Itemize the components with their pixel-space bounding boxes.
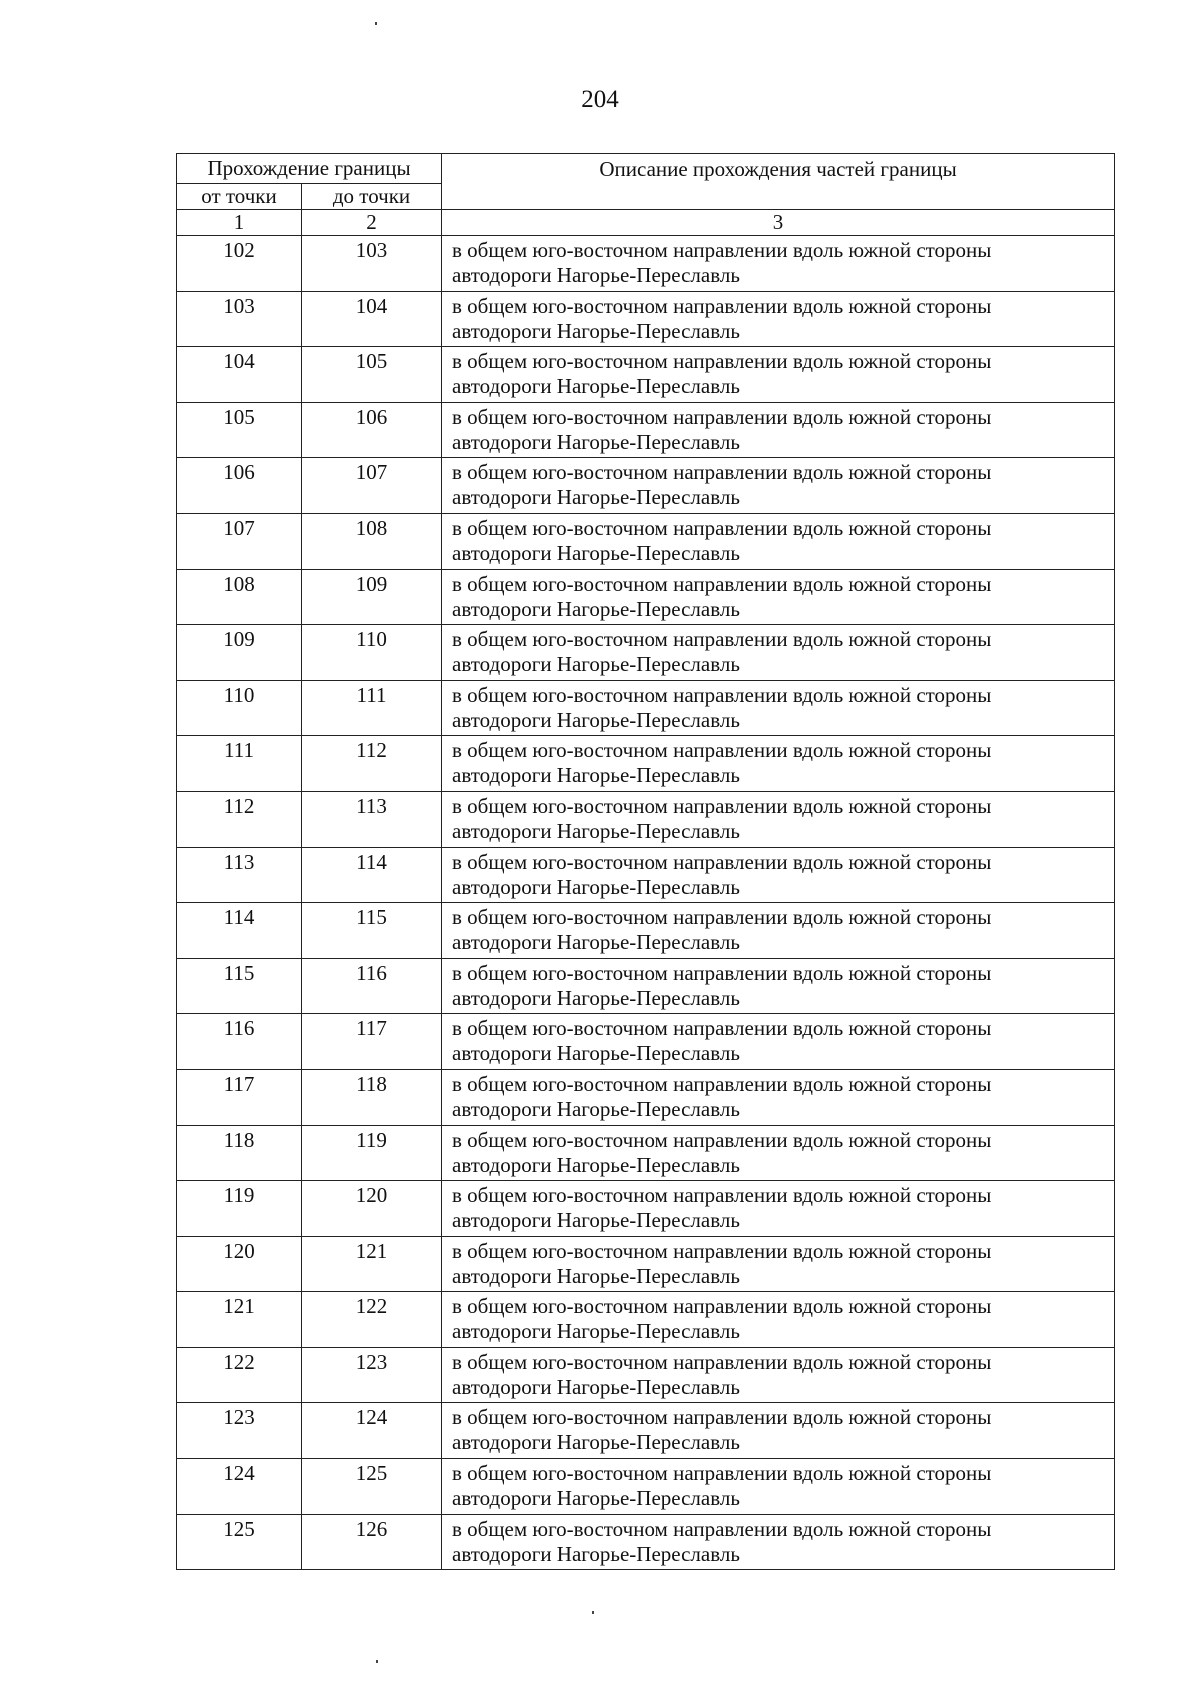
description-line-2: автодороги Нагорье-Переславль bbox=[452, 1041, 740, 1066]
description-line-2: автодороги Нагорье-Переславль bbox=[452, 1096, 740, 1121]
description-line-2: автодороги Нагорье-Переславль bbox=[452, 1152, 740, 1177]
description-line-1: в общем юго-восточном направлении вдоль южной стороны bbox=[452, 1461, 992, 1486]
header-boundary-passage: Прохождение границы bbox=[177, 154, 442, 184]
description-cell bbox=[442, 625, 1115, 681]
from-point-cell: 113 bbox=[177, 847, 302, 903]
description-cell bbox=[442, 347, 1115, 403]
description-cell bbox=[442, 1403, 1115, 1459]
table-row bbox=[177, 1292, 1115, 1348]
table-row bbox=[177, 458, 1115, 514]
description-line-1: в общем юго-восточном направлении вдоль южной стороны bbox=[452, 627, 992, 652]
to-point-cell: 124 bbox=[302, 1403, 442, 1459]
table-row bbox=[177, 236, 1115, 292]
from-point-cell: 112 bbox=[177, 791, 302, 847]
description-cell bbox=[442, 458, 1115, 514]
scan-speck bbox=[375, 22, 377, 25]
table-row bbox=[177, 1459, 1115, 1515]
description-cell bbox=[442, 1514, 1115, 1570]
table-row bbox=[177, 1347, 1115, 1403]
table-row bbox=[177, 625, 1115, 681]
description-line-1: в общем юго-восточном направлении вдоль южной стороны bbox=[452, 1016, 992, 1041]
description-line-2: автодороги Нагорье-Переславль bbox=[452, 930, 740, 955]
description-line-1: в общем юго-восточном направлении вдоль южной стороны bbox=[452, 515, 992, 540]
to-point-cell: 103 bbox=[302, 236, 442, 292]
description-cell bbox=[442, 1014, 1115, 1070]
description-cell bbox=[442, 1459, 1115, 1515]
description-line-2: автодороги Нагорье-Переславль bbox=[452, 707, 740, 732]
header-description: Описание прохождения частей границы bbox=[442, 154, 1115, 210]
description-line-1: в общем юго-восточном направлении вдоль южной стороны bbox=[452, 1516, 992, 1541]
from-point-cell: 120 bbox=[177, 1236, 302, 1292]
description-line-2: автодороги Нагорье-Переславль bbox=[452, 263, 740, 287]
from-point-cell: 117 bbox=[177, 1069, 302, 1125]
description-cell bbox=[442, 402, 1115, 458]
description-line-1: в общем юго-восточном направлении вдоль южной стороны bbox=[452, 1071, 992, 1096]
table-row bbox=[177, 791, 1115, 847]
from-point-cell: 118 bbox=[177, 1125, 302, 1181]
description-line-2: автодороги Нагорье-Переславль bbox=[452, 540, 740, 565]
table-row bbox=[177, 1514, 1115, 1570]
description-line-1: в общем юго-восточном направлении вдоль южной стороны bbox=[452, 460, 992, 485]
to-point-cell: 104 bbox=[302, 291, 442, 347]
description-line-1: в общем юго-восточном направлении вдоль южной стороны bbox=[452, 793, 992, 818]
table-row bbox=[177, 1125, 1115, 1181]
header-to-point: до точки bbox=[302, 184, 442, 210]
from-point-cell: 123 bbox=[177, 1403, 302, 1459]
table-row bbox=[177, 1236, 1115, 1292]
description-line-1: в общем юго-восточном направлении вдоль южной стороны bbox=[452, 682, 992, 707]
from-point-cell: 108 bbox=[177, 569, 302, 625]
description-cell bbox=[442, 1347, 1115, 1403]
description-line-1: в общем юго-восточном направлении вдоль южной стороны bbox=[452, 238, 992, 262]
description-cell bbox=[442, 1236, 1115, 1292]
from-point-cell: 102 bbox=[177, 236, 302, 292]
header-col-number-3: 3 bbox=[442, 210, 1115, 236]
table-row bbox=[177, 680, 1115, 736]
from-point-cell: 125 bbox=[177, 1514, 302, 1570]
description-line-2: автодороги Нагорье-Переславль bbox=[452, 1486, 740, 1511]
description-cell bbox=[442, 903, 1115, 959]
header-col-number-2: 2 bbox=[302, 210, 442, 236]
description-line-1: в общем юго-восточном направлении вдоль южной стороны bbox=[452, 1127, 992, 1152]
description-line-2: автодороги Нагорье-Переславль bbox=[452, 1374, 740, 1399]
table-row bbox=[177, 903, 1115, 959]
to-point-cell: 109 bbox=[302, 569, 442, 625]
to-point-cell: 126 bbox=[302, 1514, 442, 1570]
from-point-cell: 121 bbox=[177, 1292, 302, 1348]
description-line-2: автодороги Нагорье-Переславль bbox=[452, 818, 740, 843]
to-point-cell: 106 bbox=[302, 402, 442, 458]
table-row bbox=[177, 569, 1115, 625]
to-point-cell: 120 bbox=[302, 1181, 442, 1237]
from-point-cell: 106 bbox=[177, 458, 302, 514]
description-cell bbox=[442, 1125, 1115, 1181]
from-point-cell: 103 bbox=[177, 291, 302, 347]
description-cell bbox=[442, 569, 1115, 625]
from-point-cell: 107 bbox=[177, 513, 302, 569]
to-point-cell: 107 bbox=[302, 458, 442, 514]
table-row bbox=[177, 513, 1115, 569]
description-cell bbox=[442, 847, 1115, 903]
to-point-cell: 123 bbox=[302, 1347, 442, 1403]
scan-speck bbox=[592, 1611, 594, 1614]
to-point-cell: 122 bbox=[302, 1292, 442, 1348]
to-point-cell: 125 bbox=[302, 1459, 442, 1515]
description-cell bbox=[442, 680, 1115, 736]
from-point-cell: 109 bbox=[177, 625, 302, 681]
description-line-2: автодороги Нагорье-Переславль bbox=[452, 596, 740, 621]
table-row bbox=[177, 1069, 1115, 1125]
description-cell bbox=[442, 291, 1115, 347]
from-point-cell: 122 bbox=[177, 1347, 302, 1403]
table-row bbox=[177, 958, 1115, 1014]
description-line-1: в общем юго-восточном направлении вдоль южной стороны bbox=[452, 1294, 992, 1319]
header-col-number-1: 1 bbox=[177, 210, 302, 236]
description-line-1: в общем юго-восточном направлении вдоль южной стороны bbox=[452, 960, 992, 985]
table-row bbox=[177, 1181, 1115, 1237]
description-line-1: в общем юго-восточном направлении вдоль южной стороны bbox=[452, 1349, 992, 1374]
table-row bbox=[177, 291, 1115, 347]
description-line-2: автодороги Нагорье-Переславль bbox=[452, 652, 740, 677]
to-point-cell: 121 bbox=[302, 1236, 442, 1292]
description-line-2: автодороги Нагорье-Переславль bbox=[452, 374, 740, 399]
to-point-cell: 110 bbox=[302, 625, 442, 681]
boundary-table bbox=[176, 153, 1115, 1570]
from-point-cell: 115 bbox=[177, 958, 302, 1014]
description-line-2: автодороги Нагорье-Переславль bbox=[452, 485, 740, 510]
description-line-1: в общем юго-восточном направлении вдоль южной стороны bbox=[452, 571, 992, 596]
description-line-2: автодороги Нагорье-Переславль bbox=[452, 1319, 740, 1344]
description-line-1: в общем юго-восточном направлении вдоль южной стороны bbox=[452, 1405, 992, 1430]
to-point-cell: 108 bbox=[302, 513, 442, 569]
description-line-2: автодороги Нагорье-Переславль bbox=[452, 985, 740, 1010]
table-row bbox=[177, 847, 1115, 903]
description-line-2: автодороги Нагорье-Переславль bbox=[452, 318, 740, 343]
from-point-cell: 114 bbox=[177, 903, 302, 959]
description-line-1: в общем юго-восточном направлении вдоль южной стороны bbox=[452, 905, 992, 930]
table-row bbox=[177, 402, 1115, 458]
to-point-cell: 112 bbox=[302, 736, 442, 792]
description-cell bbox=[442, 958, 1115, 1014]
from-point-cell: 124 bbox=[177, 1459, 302, 1515]
to-point-cell: 113 bbox=[302, 791, 442, 847]
description-line-2: автодороги Нагорье-Переславль bbox=[452, 1263, 740, 1288]
to-point-cell: 114 bbox=[302, 847, 442, 903]
description-line-2: автодороги Нагорье-Переславль bbox=[452, 1541, 740, 1566]
table-body bbox=[177, 236, 1115, 1570]
description-line-1: в общем юго-восточном направлении вдоль южной стороны bbox=[452, 1238, 992, 1263]
table-header bbox=[177, 154, 1115, 236]
description-cell bbox=[442, 1069, 1115, 1125]
to-point-cell: 115 bbox=[302, 903, 442, 959]
to-point-cell: 117 bbox=[302, 1014, 442, 1070]
from-point-cell: 111 bbox=[177, 736, 302, 792]
description-line-2: автодороги Нагорье-Переславль bbox=[452, 1208, 740, 1233]
description-line-1: в общем юго-восточном направлении вдоль южной стороны bbox=[452, 849, 992, 874]
from-point-cell: 110 bbox=[177, 680, 302, 736]
description-line-2: автодороги Нагорье-Переславль bbox=[452, 874, 740, 899]
to-point-cell: 118 bbox=[302, 1069, 442, 1125]
to-point-cell: 119 bbox=[302, 1125, 442, 1181]
description-cell bbox=[442, 513, 1115, 569]
description-line-2: автодороги Нагорье-Переславль bbox=[452, 429, 740, 454]
description-line-1: в общем юго-восточном направлении вдоль южной стороны bbox=[452, 738, 992, 763]
header-from-point: от точки bbox=[177, 184, 302, 210]
from-point-cell: 119 bbox=[177, 1181, 302, 1237]
description-cell bbox=[442, 791, 1115, 847]
description-line-2: автодороги Нагорье-Переславль bbox=[452, 763, 740, 788]
description-cell bbox=[442, 1292, 1115, 1348]
description-cell bbox=[442, 1181, 1115, 1237]
table-row bbox=[177, 1014, 1115, 1070]
page-number: 204 bbox=[581, 86, 619, 113]
description-line-1: в общем юго-восточном направлении вдоль южной стороны bbox=[452, 349, 992, 374]
to-point-cell: 116 bbox=[302, 958, 442, 1014]
description-cell bbox=[442, 236, 1115, 292]
table-row bbox=[177, 1403, 1115, 1459]
description-cell bbox=[442, 736, 1115, 792]
scan-speck bbox=[376, 1660, 378, 1663]
description-line-1: в общем юго-восточном направлении вдоль южной стороны bbox=[452, 293, 992, 318]
from-point-cell: 104 bbox=[177, 347, 302, 403]
from-point-cell: 116 bbox=[177, 1014, 302, 1070]
table-row bbox=[177, 347, 1115, 403]
from-point-cell: 105 bbox=[177, 402, 302, 458]
table-row bbox=[177, 736, 1115, 792]
description-line-2: автодороги Нагорье-Переславль bbox=[452, 1430, 740, 1455]
to-point-cell: 111 bbox=[302, 680, 442, 736]
description-line-1: в общем юго-восточном направлении вдоль южной стороны bbox=[452, 1183, 992, 1208]
to-point-cell: 105 bbox=[302, 347, 442, 403]
description-line-1: в общем юго-восточном направлении вдоль южной стороны bbox=[452, 404, 992, 429]
